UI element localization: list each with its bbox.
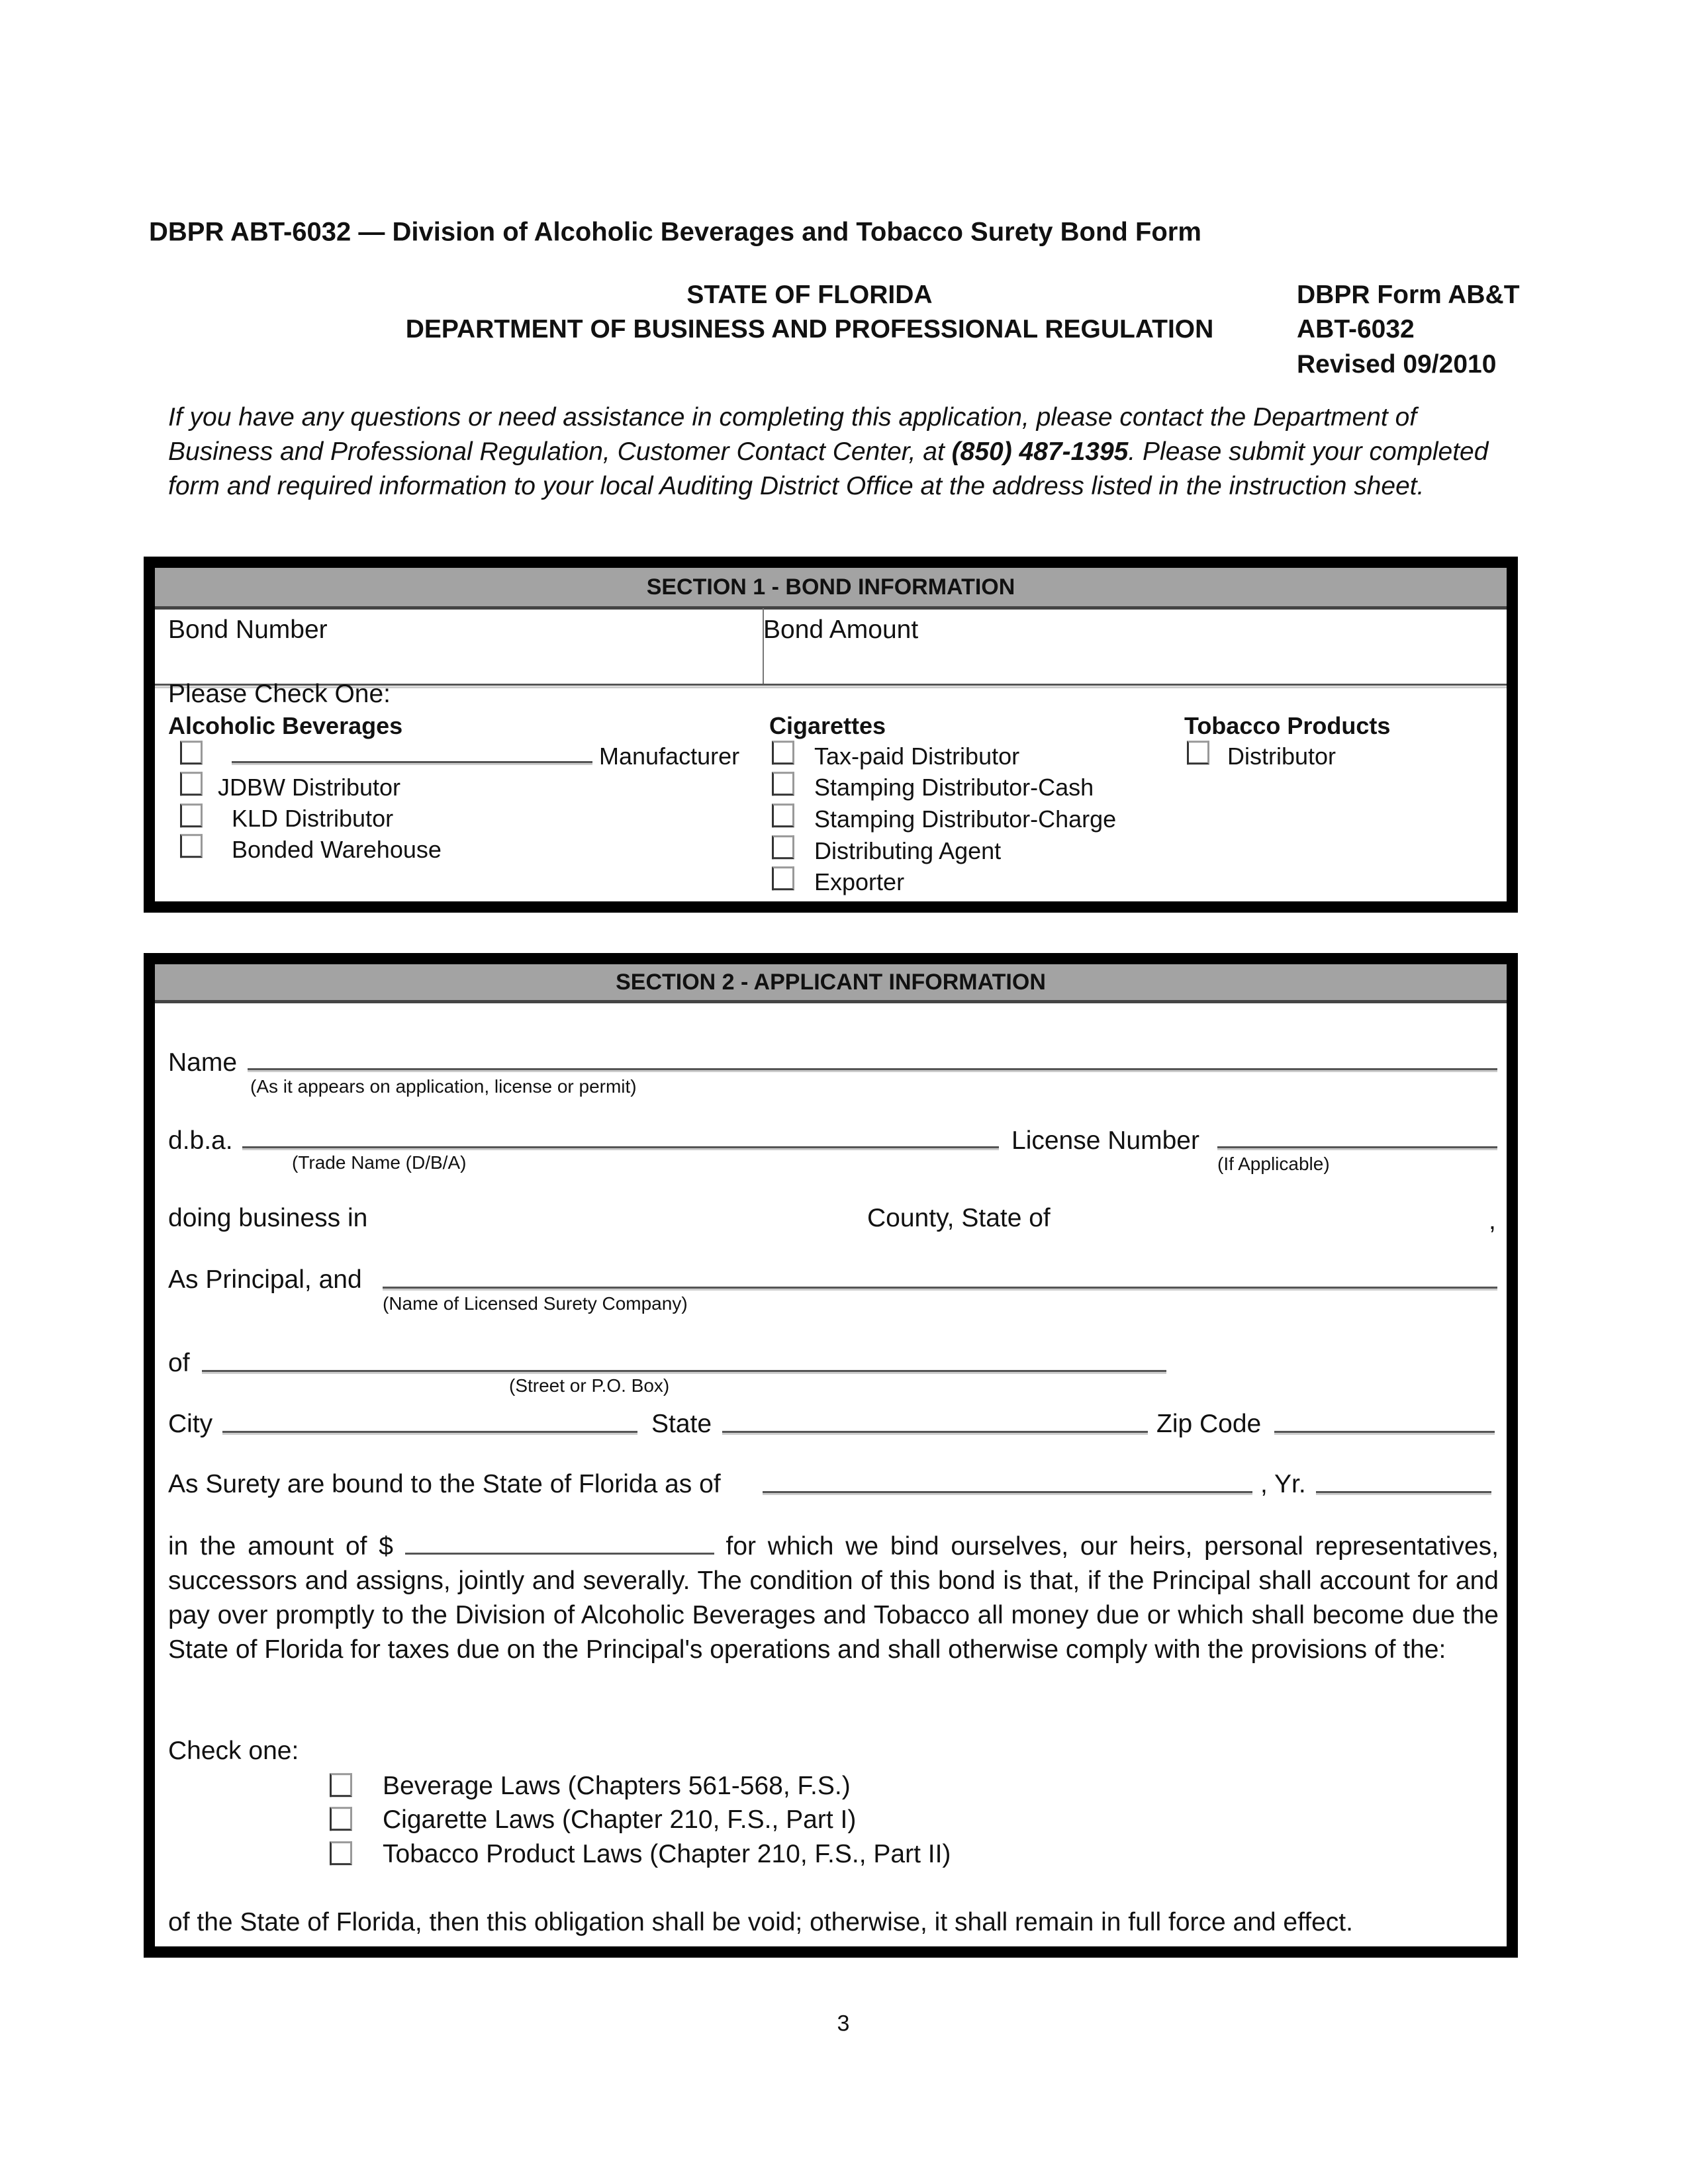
stamping-charge-checkbox[interactable] <box>772 803 794 827</box>
cigarettes-heading: Cigarettes <box>769 712 886 739</box>
tax-paid-checkbox[interactable] <box>772 741 794 764</box>
tobacco-distributor-label: Distributor <box>1227 743 1336 770</box>
city-field[interactable] <box>222 1431 637 1433</box>
bonded-warehouse-label: Bonded Warehouse <box>232 836 442 863</box>
cigarette-laws-checkbox[interactable] <box>330 1807 352 1831</box>
principal-label: As Principal, and <box>168 1265 362 1294</box>
zip-field[interactable] <box>1274 1431 1495 1433</box>
zip-label: Zip Code <box>1156 1410 1262 1438</box>
dba-note: (Trade Name (D/B/A) <box>292 1152 467 1173</box>
exporter-label: Exporter <box>814 868 905 895</box>
dba-field[interactable] <box>242 1146 999 1148</box>
year-label: , Yr. <box>1260 1470 1306 1498</box>
beverage-laws-checkbox[interactable] <box>330 1773 352 1797</box>
form-number: ABT-6032 <box>1297 315 1415 343</box>
comma: , <box>1489 1206 1496 1235</box>
intro-paragraph <box>168 400 1505 504</box>
bond-amount-label: Bond Amount <box>763 615 919 644</box>
page-number: 3 <box>837 2011 850 2036</box>
amount-label: in the amount of $ <box>168 1532 393 1561</box>
manufacturer-checkbox[interactable] <box>180 741 203 764</box>
tax-paid-label: Tax-paid Distributor <box>814 743 1020 770</box>
distributing-agent-checkbox[interactable] <box>772 835 794 859</box>
exporter-checkbox[interactable] <box>772 866 794 890</box>
kld-checkbox[interactable] <box>180 803 203 827</box>
intro-text-end: . Please submit your completed form and required information to your local Auditing District Office at the address listed in the instruction sheet. <box>168 437 1489 500</box>
tobacco-laws-label: Tobacco Product Laws (Chapter 210, F.S., Part II) <box>383 1840 951 1868</box>
revised-date: Revised 09/2010 <box>1297 350 1497 379</box>
amount-text: for which we bind ourselves, our heirs, personal representatives, successors and assigns, jointly and severally. The condition of this bond is that, if the Principal shall account for and pay over promptly to the Division of Alcoholic Beverages and Tobacco all money due or which shall become due the State of Florida for taxes due on the Principal's operations and shall otherwise comply with the provisions of the: <box>168 1532 1499 1664</box>
bond-number-field[interactable] <box>159 612 748 668</box>
bond-amount-field[interactable] <box>755 612 1499 668</box>
doing-business-label: doing business in <box>168 1204 368 1232</box>
cigarette-laws-label: Cigarette Laws (Chapter 210, F.S., Part I) <box>383 1805 857 1834</box>
name-note: (As it appears on application, license or permit) <box>250 1076 637 1097</box>
department-heading: DEPARTMENT OF BUSINESS AND PROFESSIONAL REGULATION <box>405 315 1214 343</box>
kld-label: KLD Distributor <box>232 805 394 832</box>
section1-header: SECTION 1 - BOND INFORMATION <box>155 568 1507 610</box>
bound-date-field[interactable] <box>763 1491 1252 1493</box>
state-of-field[interactable] <box>1086 1201 1483 1234</box>
intro-text: If you have any questions or need assistance in completing this application, please contact the Department of Business and Professional Regulation, Customer Contact Center, at <box>168 403 1417 466</box>
county-field[interactable] <box>397 1201 854 1234</box>
license-number-label: License Number <box>1011 1126 1199 1155</box>
state-field[interactable] <box>722 1431 1148 1433</box>
tobacco-laws-checkbox[interactable] <box>330 1841 352 1865</box>
check-one-label: Please Check One: <box>168 680 391 708</box>
manufacturer-label: Manufacturer <box>599 743 740 770</box>
county-state-label: County, State of <box>867 1204 1051 1232</box>
beverage-laws-label: Beverage Laws (Chapters 561-568, F.S.) <box>383 1772 851 1800</box>
street-field[interactable] <box>202 1370 1166 1372</box>
surety-company-field[interactable] <box>383 1287 1497 1289</box>
license-number-field[interactable] <box>1217 1146 1497 1148</box>
contact-phone: (850) 487-1395 <box>951 437 1129 466</box>
of-label: of <box>168 1349 190 1377</box>
bond-number-label: Bond Number <box>168 615 328 644</box>
bonded-warehouse-checkbox[interactable] <box>180 834 203 858</box>
stamping-cash-checkbox[interactable] <box>772 772 794 796</box>
stamping-cash-label: Stamping Distributor-Cash <box>814 774 1094 801</box>
tobacco-distributor-checkbox[interactable] <box>1187 741 1209 764</box>
city-label: City <box>168 1410 213 1438</box>
distributing-agent-label: Distributing Agent <box>814 837 1002 864</box>
principal-note: (Name of Licensed Surety Company) <box>383 1293 688 1314</box>
license-note: (If Applicable) <box>1217 1154 1330 1174</box>
manufacturer-type-field[interactable] <box>232 761 592 763</box>
document-title: DBPR ABT-6032 — Division of Alcoholic Beverages and Tobacco Surety Bond Form <box>149 217 1201 247</box>
name-field[interactable] <box>248 1068 1497 1070</box>
tobacco-heading: Tobacco Products <box>1184 712 1391 739</box>
stamping-charge-label: Stamping Distributor-Charge <box>814 805 1117 833</box>
year-field[interactable] <box>1316 1491 1491 1493</box>
alcoholic-heading: Alcoholic Beverages <box>168 712 403 739</box>
bond-condition-paragraph <box>168 1529 1499 1667</box>
jdbw-label: JDBW Distributor <box>218 774 401 801</box>
form-name: DBPR Form AB&T <box>1297 281 1520 309</box>
dba-label: d.b.a. <box>168 1126 233 1155</box>
jdbw-checkbox[interactable] <box>180 772 203 796</box>
amount-field[interactable] <box>405 1533 714 1555</box>
state-label: State <box>651 1410 712 1438</box>
state-heading: STATE OF FLORIDA <box>686 281 933 309</box>
name-label: Name <box>168 1048 238 1077</box>
check-one-laws-label: Check one: <box>168 1737 299 1765</box>
closing-statement: of the State of Florida, then this obligation shall be void; otherwise, it shall remain in full force and effect. <box>168 1908 1353 1936</box>
surety-label: As Surety are bound to the State of Florida as of <box>168 1470 721 1498</box>
section2-header: SECTION 2 - APPLICANT INFORMATION <box>155 964 1507 1003</box>
street-note: (Street or P.O. Box) <box>509 1375 670 1396</box>
